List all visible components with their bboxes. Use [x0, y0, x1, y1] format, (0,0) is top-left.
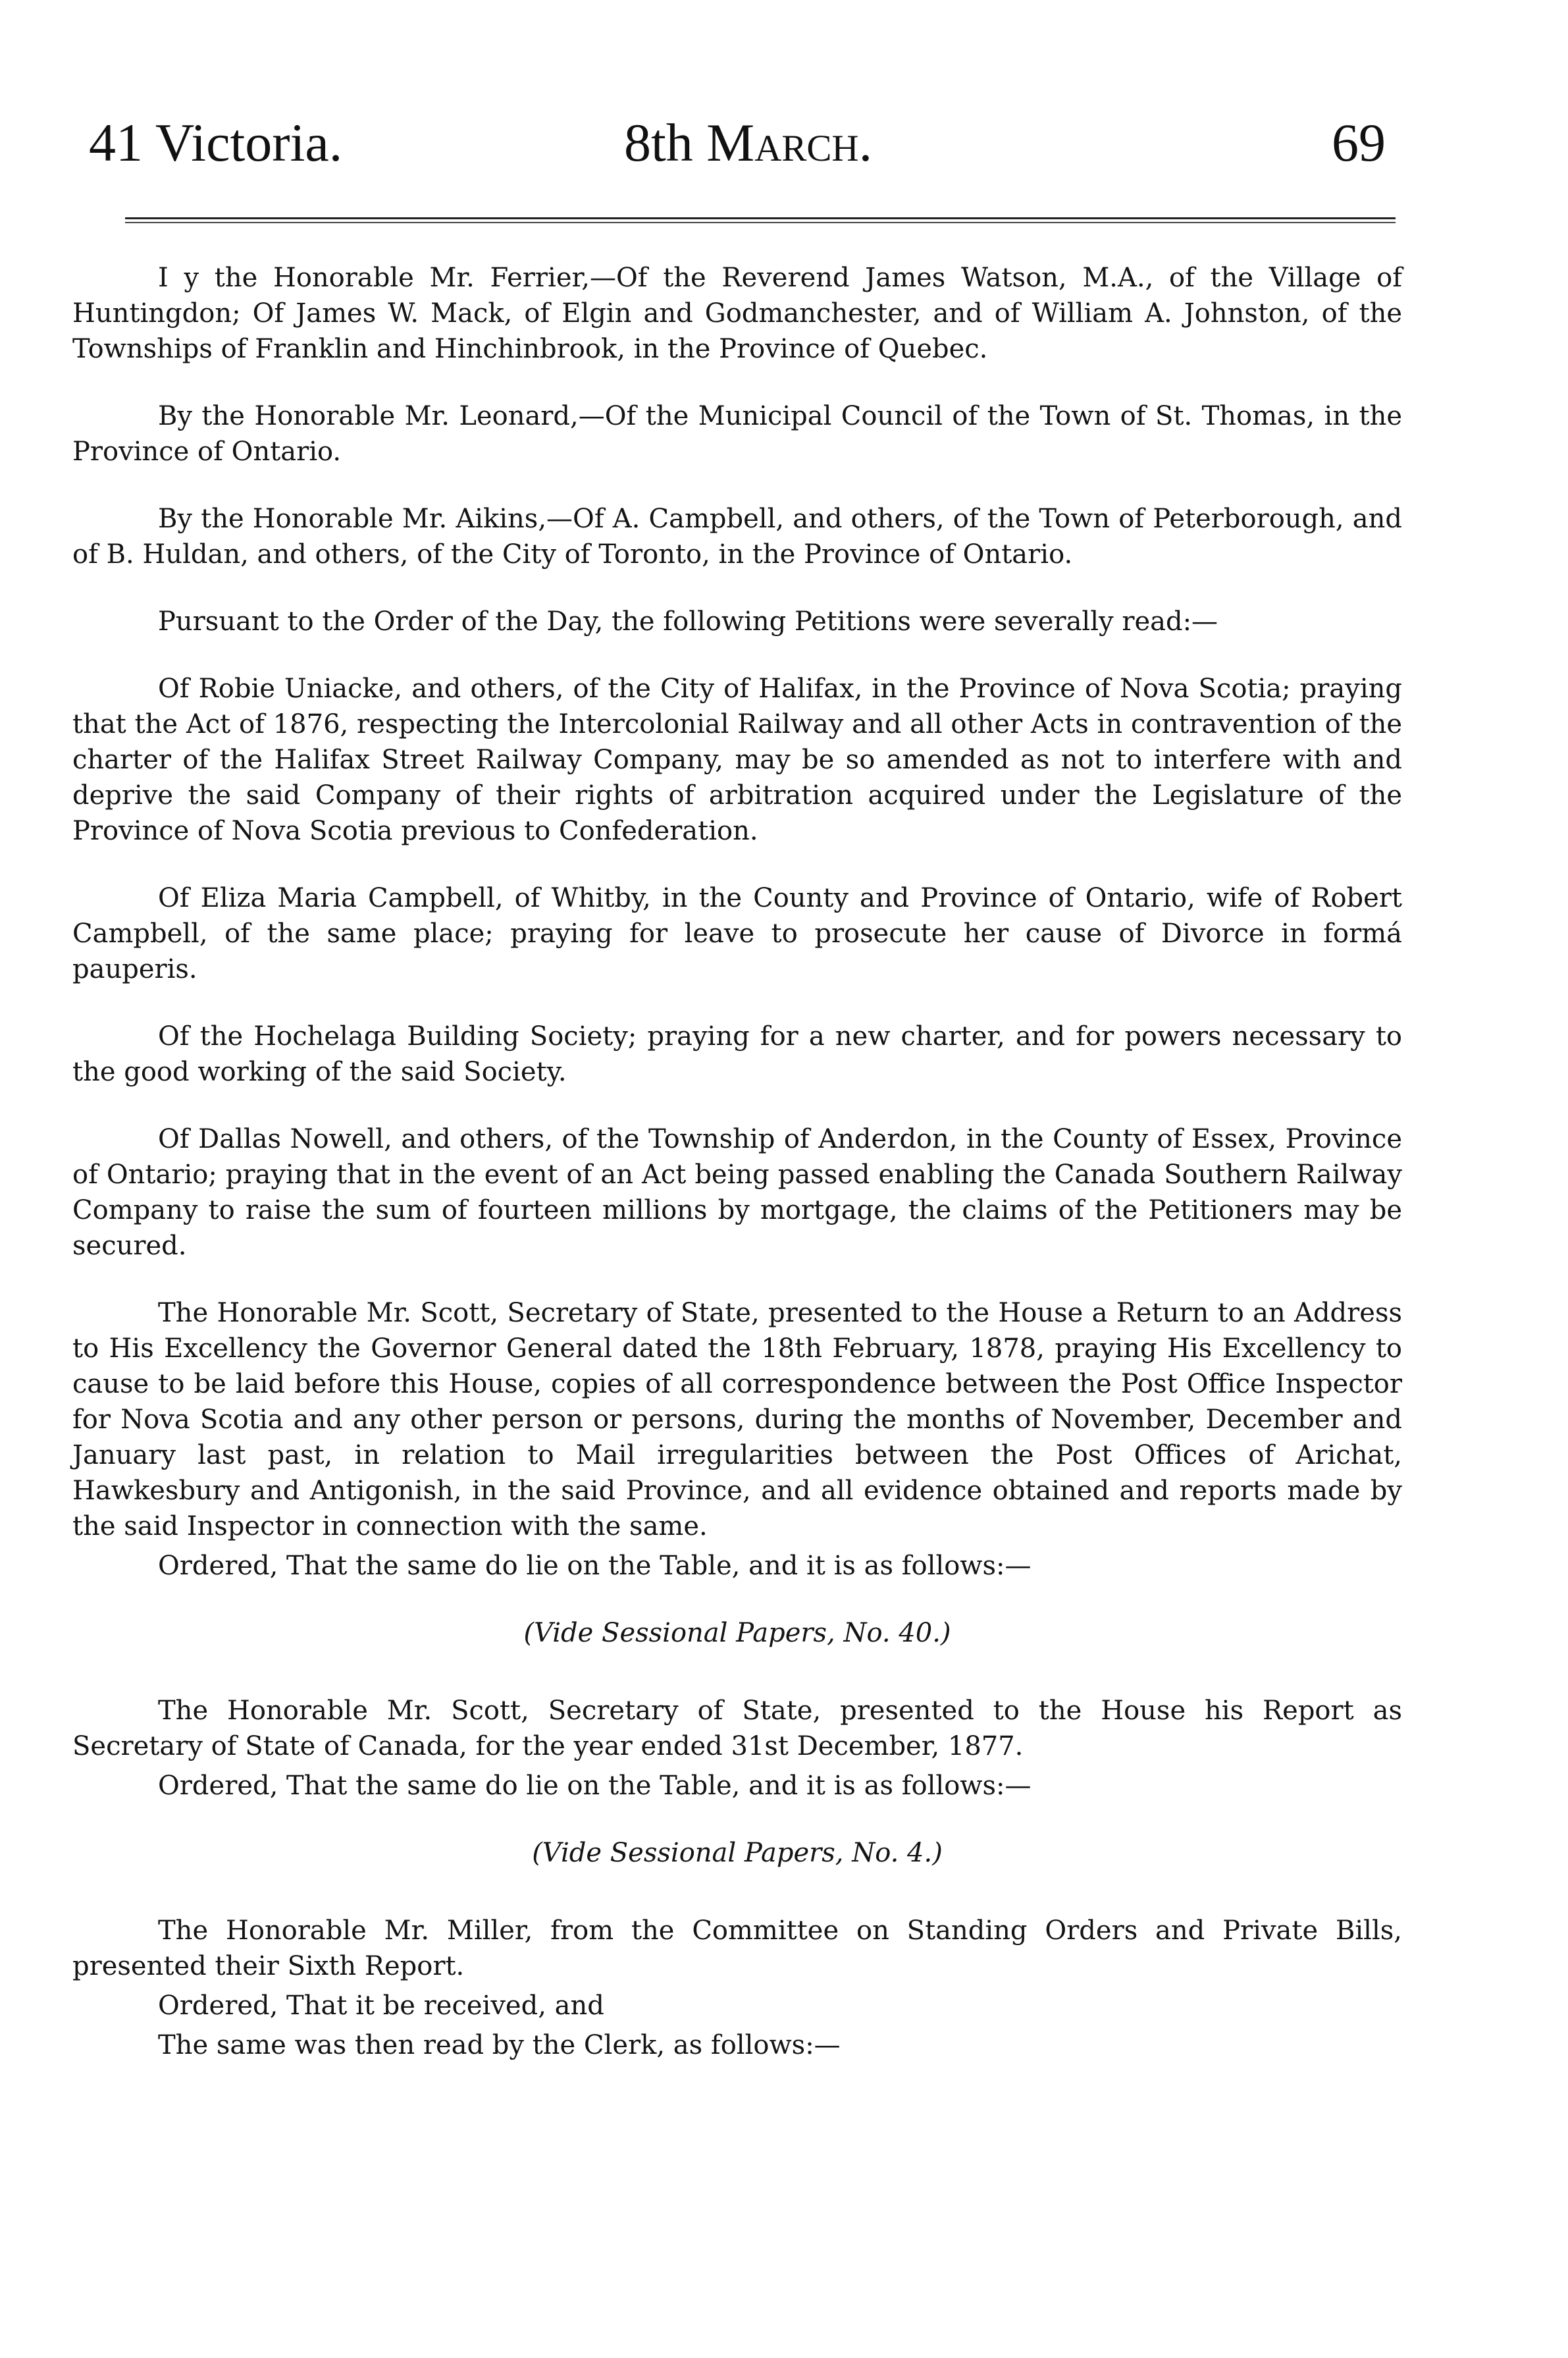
ordered-received: Ordered, That it be received, and — [158, 1991, 604, 2021]
petition-nowell: Of Dallas Nowell, and others, of the Township of Anderdon, in the County of Essex, Province of Ontario; praying that in the event of an Act being passed enabling the Canada Southern Railway Company to raise the sum of fourteen millions by mortgage, the claims of the Petitioners may be secured. — [72, 1124, 1402, 1261]
page-body — [72, 260, 1402, 2067]
page-number: 69 — [1332, 113, 1386, 173]
petition-campbell: Of Eliza Maria Campbell, of Whitby, in the County and Province of Ontario, wife of Robert Campbell, of the same place; praying for leave to prosecute her cause of Divorce in formá pauperis. — [72, 883, 1402, 984]
sessional-paper-ref-4: (Vide Sessional Papers, No. 4.) — [532, 1838, 943, 1868]
petition-hochelaga: Of the Hochelaga Building Society; praying for a new charter, and for powers necessary to the good working of the said Society. — [72, 1021, 1402, 1087]
petition-aikins: By the Honorable Mr. Aikins,—Of A. Campbell, and others, of the Town of Peterborough, and of B. Huldan, and others, of the City of Toronto, in the Province of Ontario. — [72, 504, 1402, 570]
petition-ferrier: I y the Honorable Mr. Ferrier,—Of the Reverend James Watson, M.A., of the Village of Huntingdon; Of James W. Mack, of Elgin and Godmanchester, and of William A. Johnston, of the Townships of Franklin and Hinchinbrook, in the Province of Quebec. — [72, 263, 1402, 364]
ordered-return: Ordered, That the same do lie on the Table, and it is as follows:— — [158, 1551, 1032, 1581]
header-date — [624, 112, 872, 174]
read-by-clerk: The same was then read by the Clerk, as follows:— — [158, 2030, 841, 2060]
header-rule — [125, 217, 1396, 225]
order-of-the-day: Pursuant to the Order of the Day, the following Petitions were severally read:— — [158, 606, 1218, 637]
journal-page — [72, 0, 1402, 2358]
report-scott: The Honorable Mr. Scott, Secretary of State, presented to the House his Report as Secretary of State of Canada, for the year ended 31st December, 1877. — [72, 1696, 1402, 1761]
petition-uniacke: Of Robie Uniacke, and others, of the City of Halifax, in the Province of Nova Scotia; praying that the Act of 1876, respecting the Intercolonial Railway and all other Acts in contravention of the charter of the Halifax Street Railway Company, may be so amended as not to interfere with and deprive the said Company of their rights of arbitration acquired under the Legislature of the Province of Nova Scotia previous to Confederation. — [72, 674, 1402, 846]
petition-leonard: By the Honorable Mr. Leonard,—Of the Municipal Council of the Town of St. Thomas, in the Province of Ontario. — [72, 401, 1402, 467]
report-miller: The Honorable Mr. Miller, from the Committee on Standing Orders and Private Bills, presented their Sixth Report. — [72, 1916, 1402, 1981]
header-regnal-year: 41 Victoria. — [89, 113, 343, 173]
header-date-day: 8th — [624, 113, 707, 173]
header-rule-line-bottom — [125, 222, 1396, 223]
header-rule-line-top — [125, 217, 1396, 219]
return-scott: The Honorable Mr. Scott, Secretary of State, presented to the House a Return to an Address to His Excellency the Governor General dated the 18th February, 1878, praying His Excellency to cause to be laid before this House, copies of all correspondence between the Post Office Inspector for Nova Scotia and any other person or persons, during the months of November, December and January last past, in relation to Mail irregularities between the Post Offices of Arichat, Hawkesbury and Antigonish, in the said Province, and all evidence obtained and reports made by the said Inspector in connection with the same. — [72, 1298, 1402, 1541]
header-date-month: March. — [706, 113, 873, 173]
sessional-paper-ref-40: (Vide Sessional Papers, No. 40.) — [523, 1618, 951, 1648]
page-header — [72, 112, 1402, 191]
ordered-report: Ordered, That the same do lie on the Table, and it is as follows:— — [158, 1771, 1032, 1801]
